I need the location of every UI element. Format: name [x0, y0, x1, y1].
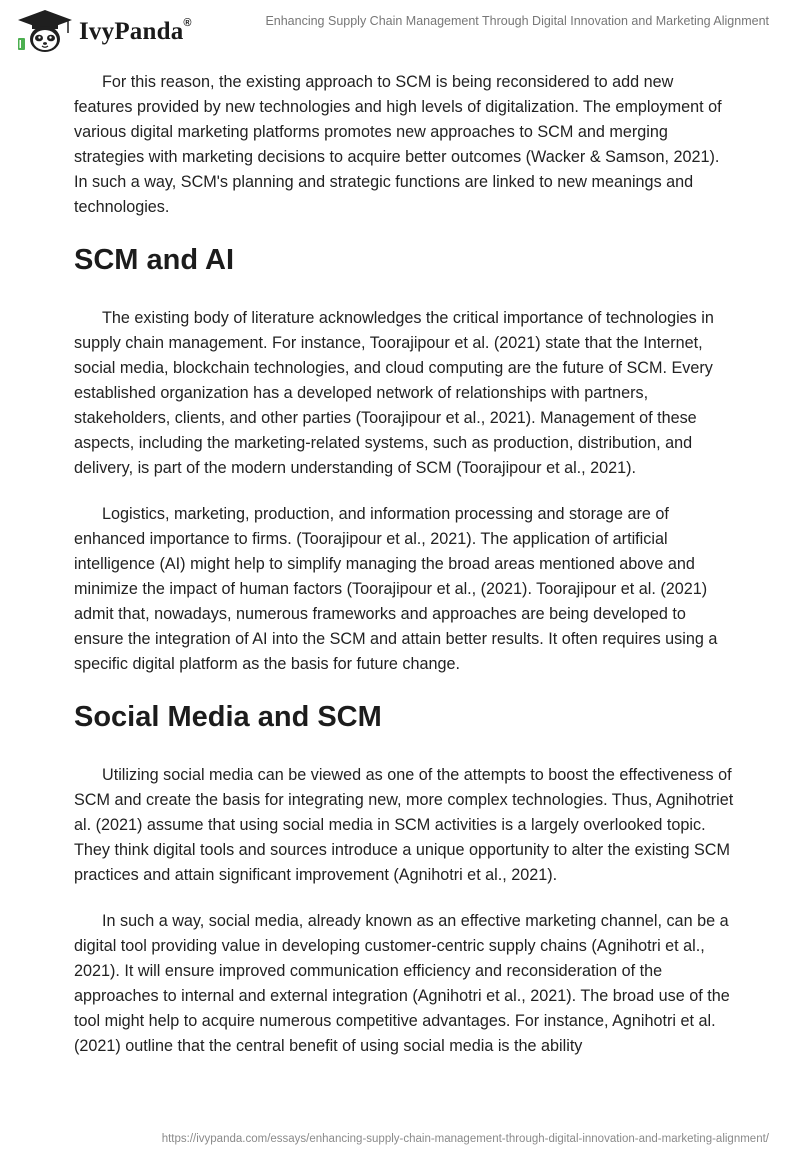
brand-name[interactable]: [79, 18, 192, 46]
paragraph: Utilizing social media can be viewed as one of the attempts to boost the effectiveness of SCM and create the basis for integrating new, more complex technologies. Thus, Agnihotriet al. (2021) assume that using social media in SCM activities is a largely overlooked topic. They think digital tools and sources introduce a unique opportunity to alter the existing SCM practices and attain significant improvement (Agnihotri et al., 2021).: [74, 766, 734, 884]
paragraph: Logistics, marketing, production, and information processing and storage are of enhanced importance to firms. (Toorajipour et al., 2021). The application of artificial intelligence (AI) might help to simplify managing the broad areas mentioned above and minimize the impact of human factors (Toorajipour et al., (2021). Toorajipour et al. (2021) admit that, nowadays, numerous frameworks and approaches are being developed to ensure the integration of AI into the SCM and attain better results. It often requires using a specific digital platform as the basis for future change.: [74, 505, 718, 673]
source-url[interactable]: https://ivypanda.com/essays/enhancing-supply-chain-management-through-digital-innovation-and-marketing-alignment/: [161, 1133, 769, 1145]
essay-content: [74, 70, 734, 1080]
ivypanda-logo-icon[interactable]: [14, 8, 76, 54]
section-heading-scm-ai: SCM and AI: [74, 244, 235, 276]
page-header: [0, 0, 800, 60]
paragraph: The existing body of literature acknowledges the critical importance of technologies in supply chain management. For instance, Toorajipour et al. (2021) state that the Internet, social media, blockchain technologies, and cloud computing are the future of SCM. Every established organization has a developed network of relationships with partners, stakeholders, clients, and other parties (Toorajipour et al., 2021). Management of these aspects, including the marketing-related systems, such as production, distribution, and delivery, is part of the modern understanding of SCM (Toorajipour et al., 2021).: [74, 309, 714, 477]
registered-mark: ®: [183, 16, 192, 29]
brand-name-text: IvyPanda: [79, 18, 184, 45]
document-title: Enhancing Supply Chain Management Through Digital Innovation and Marketing Alignment: [265, 14, 769, 28]
paragraph: For this reason, the existing approach to SCM is being reconsidered to add new features provided by new technologies and high levels of digitalization. The employment of various digital marketing platforms promotes new approaches to SCM and merging strategies with marketing decisions to acquire better outcomes (Wacker & Samson, 2021). In such a way, SCM's planning and strategic functions are linked to new meanings and technologies.: [74, 73, 722, 216]
paragraph: In such a way, social media, already known as an effective marketing channel, can be a digital tool providing value in developing customer-centric supply chains (Agnihotri et al., 2021). It will ensure improved communication efficiency and reconsideration of the approaches to internal and external integration (Agnihotri et al., 2021). The broad use of the tool might help to acquire numerous competitive advantages. For instance, Agnihotri et al. (2021) outline that the central benefit of using social media is the ability: [74, 912, 730, 1055]
section-heading-social-media: Social Media and SCM: [74, 701, 382, 733]
